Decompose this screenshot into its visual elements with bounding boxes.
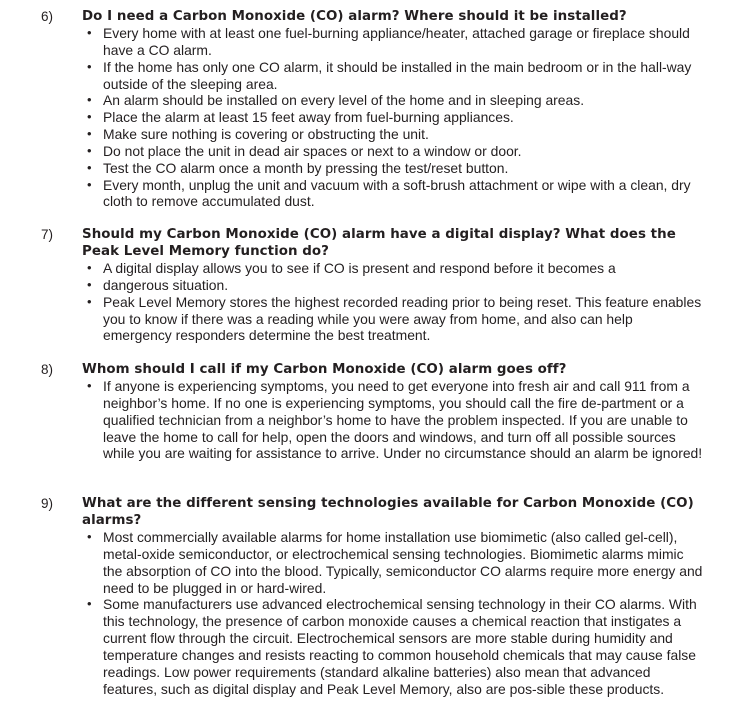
answer-bullet: • dangerous situation.	[103, 277, 703, 294]
answer-bullet: • Test the CO alarm once a month by pressing the test/reset button.	[103, 160, 703, 177]
question-title: Whom should I call if my Carbon Monoxide (CO) alarm goes off?	[82, 362, 567, 377]
answer-bullet: • Do not place the unit in dead air spaces or next to a window or door.	[103, 143, 703, 160]
answer-bullet: • Place the alarm at least 15 feet away from fuel-burning appliances.	[103, 109, 703, 126]
answer-bullet: • Every home with at least one fuel-burning appliance/heater, attached garage or fireplace should have a CO alarm.	[103, 25, 703, 59]
question-number: 9)	[41, 496, 54, 511]
question-title: Should my Carbon Monoxide (CO) alarm have a digital display? What does the Peak Level Memory function do?	[82, 227, 676, 259]
question-number: 6)	[41, 9, 54, 24]
answer-bullet: • A digital display allows you to see if CO is present and respond before it becomes a	[103, 260, 703, 277]
answer-bullet: • Peak Level Memory stores the highest recorded reading prior to being reset. This feature enables you to know if there was a reading while you were away from home, and also can help emergency responders determine the best treatment.	[103, 294, 703, 345]
question-number: 8)	[41, 362, 54, 377]
question-number: 7)	[41, 227, 54, 242]
answer-bullet: • If anyone is experiencing symptoms, you need to get everyone into fresh air and call 911 from a neighbor’s home. If no one is experiencing symptoms, you should call the fire de-partment or a qualified technician from a neighbor’s home to have the problem inspected. If you are unable to leave the home to call for help, open the doors and windows, and turn off all possible sources while you are waiting for assistance to arrive. Under no circumstance should an alarm be ignored!	[103, 378, 703, 462]
answer-bullet: • Most commercially available alarms for home installation use biomimetic (also called gel-cell), metal-oxide semiconductor, or electrochemical sensing technologies. Biomimetic alarms mimic the absorption of CO into the blood. Typically, semiconductor CO alarms require more energy and need to be plugged in or hard-wired.	[103, 529, 703, 596]
answer-list	[103, 529, 703, 697]
answer-bullet: • Some manufacturers use advanced electrochemical sensing technology in their CO alarms. With this technology, the presence of carbon monoxide causes a chemical reaction that instigates a current flow through the circuit. Electrochemical sensors are more stable during humidity and temperature changes and resists reacting to common household chemicals that may cause false readings. Low power requirements (standard alkaline batteries) also mean that advanced features, such as digital display and Peak Level Memory, also are pos-sible these products.	[103, 596, 703, 697]
answer-bullet: • Make sure nothing is covering or obstructing the unit.	[103, 126, 703, 143]
question-title: What are the different sensing technologies available for Carbon Monoxide (CO) alarms?	[82, 496, 694, 528]
answer-list	[103, 378, 703, 462]
answer-list	[103, 25, 703, 210]
answer-bullet: • An alarm should be installed on every level of the home and in sleeping areas.	[103, 92, 703, 109]
answer-list	[103, 260, 703, 344]
answer-bullet: • If the home has only one CO alarm, it should be installed in the main bedroom or in the hall-way outside of the sleeping area.	[103, 59, 703, 93]
question-title: Do I need a Carbon Monoxide (CO) alarm? Where should it be installed?	[82, 9, 627, 24]
answer-bullet: • Every month, unplug the unit and vacuum with a soft-brush attachment or wipe with a clean, dry cloth to remove accumulated dust.	[103, 177, 703, 211]
